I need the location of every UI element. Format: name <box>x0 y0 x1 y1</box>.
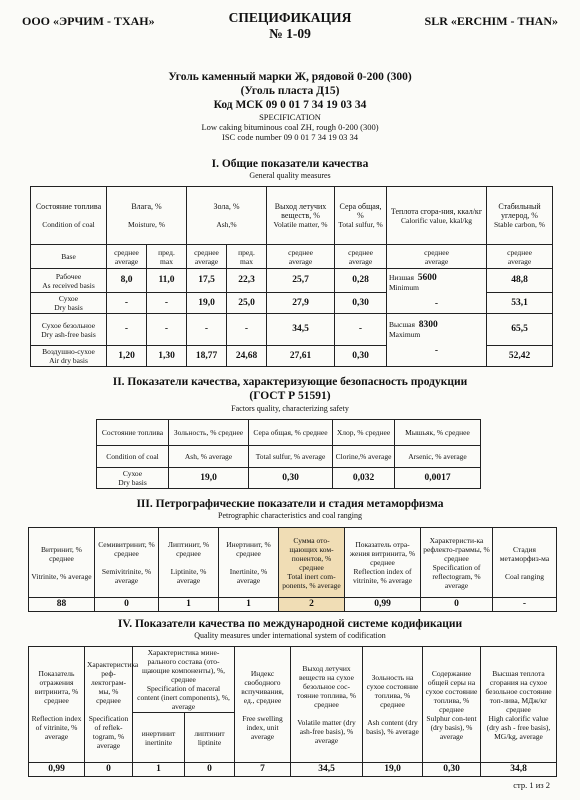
petro-header: Стадия метаморфиз-ма Coal ranging <box>493 528 557 598</box>
moisture-max-header: пред. max <box>147 245 187 269</box>
ash-max-header: пред. max <box>227 245 267 269</box>
intl-header-sulfur: Содержание общей серы на сухое состояние топлива, % среднее Sulphur con-tent (dry basis), % average <box>423 647 481 763</box>
cell: 52,42 <box>487 346 553 367</box>
cell: 27,61 <box>267 346 335 367</box>
petrographic-table <box>28 527 557 612</box>
cell: 24,68 <box>227 346 267 367</box>
product-block <box>0 70 580 142</box>
product-code: Код МСК 09 0 01 7 34 19 03 34 <box>213 99 367 111</box>
safety-header: Сера общая, % среднее <box>249 420 333 446</box>
cell: - <box>335 314 387 346</box>
cell: 27,9 <box>267 293 335 314</box>
header-calorific: Теплота сгора-ния, ккал/кг Calorific value, kkal/kg <box>387 187 487 245</box>
cell: 34,5 <box>291 763 363 777</box>
cell: 8,0 <box>107 269 147 293</box>
cell: 88 <box>29 598 95 612</box>
cell: 0,30 <box>335 346 387 367</box>
cell: 0 <box>95 598 159 612</box>
cell: 0 <box>421 598 493 612</box>
cell: 0,0017 <box>395 468 481 489</box>
cell: - <box>227 314 267 346</box>
cell: - <box>107 314 147 346</box>
volatile-avg-header: среднее average <box>267 245 335 269</box>
cell: 11,0 <box>147 269 187 293</box>
intl-header-ash: Зольность на сухое состояние топлива, % среднее Ash content (dry basis), % average <box>363 647 423 763</box>
cell: 0,30 <box>249 468 333 489</box>
table-row <box>31 314 553 346</box>
international-codification-table <box>28 646 557 777</box>
header-ash: Зола, % Ash,% <box>187 187 267 245</box>
cell: 0,99 <box>29 763 85 777</box>
cell: 65,5 <box>487 314 553 346</box>
intl-header-maceral: Характеристика мине-рального состава (ото-щающие компоненты), %, среднее Specification of maceral content (inert components), %, average <box>133 647 235 713</box>
intl-header-calorific: Высшая теплота сгорания на сухое безольное состояние топ-лива, МДж/кг среднее High calorific value (dry ash - free basis), MG/kg, average <box>481 647 557 763</box>
safety-header: Зольность, % среднее <box>169 420 249 446</box>
petro-header: Инертинит, % среднее Inertinite, % average <box>219 528 279 598</box>
cell: 0,30 <box>335 293 387 314</box>
cell: - <box>147 293 187 314</box>
header-state: Состояние топлива Condition of coal <box>31 187 107 245</box>
section4-subtitle: Quality measures under international system of codification <box>194 631 386 640</box>
safety-header: Мышьяк, % среднее <box>395 420 481 446</box>
safety-quality-table <box>96 419 481 489</box>
cell: 0 <box>85 763 133 777</box>
doc-number: № 1-09 <box>269 26 311 41</box>
safety-header: Состояние топлива <box>97 420 169 446</box>
section2-subtitle: Factors quality, characterizing safety <box>231 404 349 413</box>
intl-header-reflection: Показатель отражения витринита, % среднее Reflection index of vitrinite, % average <box>29 647 85 763</box>
intl-header-swelling: Индекс свободного вспучивания, ед., среднее Free swelling index, unit average <box>235 647 291 763</box>
cell: - <box>493 598 557 612</box>
petro-header: Сумма ото-щающих ком-понентов, % среднее Total inert com-ponents, % average <box>279 528 345 598</box>
cell: 19,0 <box>169 468 249 489</box>
row-label: Сухое Dry basis <box>97 468 169 489</box>
petro-header: Семивитринит, % среднее Semivitrinite, % average <box>95 528 159 598</box>
company-name-en: SLR «ERCHIM - THAN» <box>424 14 558 28</box>
section1-subtitle: General quality measures <box>249 171 331 180</box>
safety-header-en: Clorine,% average <box>333 446 395 468</box>
row-label: Воздушно-сухое Air dry basis <box>31 346 107 367</box>
cell: 0,032 <box>333 468 395 489</box>
cell: 25,0 <box>227 293 267 314</box>
header-sulfur: Сера общая, % Total sulfur, % <box>335 187 387 245</box>
safety-header-en: Condition of coal <box>97 446 169 468</box>
cell: 0,99 <box>345 598 421 612</box>
table-row <box>29 763 557 777</box>
section1-title: I. Общие показатели качества <box>211 158 369 170</box>
petro-header: Показатель отра-жения витринита, % среднее Reflection index of vitrinite, % average <box>345 528 421 598</box>
cell: - <box>147 314 187 346</box>
company-name-ru: ООО «ЭРЧИМ - ТХАН» <box>22 14 155 28</box>
page-number: стр. 1 из 2 <box>513 780 550 790</box>
cell: 18,77 <box>187 346 227 367</box>
product-code-en: ISC code number 09 0 01 7 34 19 03 34 <box>222 132 358 142</box>
cell: 1,20 <box>107 346 147 367</box>
row-label: Сухое безольное Dry ash-free basis <box>31 314 107 346</box>
table-row <box>31 269 553 293</box>
table-row <box>29 598 557 612</box>
cell: 0,30 <box>423 763 481 777</box>
header-basis: Base <box>31 245 107 269</box>
table-row <box>97 468 481 489</box>
ash-avg-header: среднее average <box>187 245 227 269</box>
cell: 48,8 <box>487 269 553 293</box>
cell: 1 <box>159 598 219 612</box>
product-name: Уголь каменный марки Ж, рядовой 0-200 (300) <box>168 71 412 83</box>
header-volatile: Выход летучих веществ, % Volatile matter, % <box>267 187 335 245</box>
safety-header: Хлор, % среднее <box>333 420 395 446</box>
cell: 2 <box>279 598 345 612</box>
safety-header-en: Arsenic, % average <box>395 446 481 468</box>
calorific-max-cell: Высшая 8300 Maximum - <box>387 314 487 367</box>
cell: 19,0 <box>187 293 227 314</box>
cell: - <box>107 293 147 314</box>
cell: 53,1 <box>487 293 553 314</box>
carbon-avg-header: среднее average <box>487 245 553 269</box>
calorific-avg-header: среднее average <box>387 245 487 269</box>
intl-header-liptinite: липтинит liptinite <box>185 713 235 763</box>
intl-header-inertinite: инертинит inertinite <box>133 713 185 763</box>
cell: 0 <box>185 763 235 777</box>
section2-title-gost: (ГОСТ Р 51591) <box>249 390 331 402</box>
cell: 25,7 <box>267 269 335 293</box>
section3-title: III. Петрографические показатели и стадия метаморфизма <box>136 498 444 510</box>
general-quality-table <box>30 186 553 367</box>
sulfur-avg-header: среднее average <box>335 245 387 269</box>
row-label: Сухое Dry basis <box>31 293 107 314</box>
cell: 0,28 <box>335 269 387 293</box>
product-name-en: Low caking bituminous coal ZH, rough 0-200 (300) <box>201 122 379 132</box>
cell: 19,0 <box>363 763 423 777</box>
section2-title: II. Показатели качества, характеризующие безопасность продукции <box>112 376 468 388</box>
cell: - <box>187 314 227 346</box>
petro-header: Характеристи-ка рефлекто-граммы, % среднее Specification of reflectogram, % average <box>421 528 493 598</box>
cell: 22,3 <box>227 269 267 293</box>
safety-header-en: Ash, % average <box>169 446 249 468</box>
cell: 17,5 <box>187 269 227 293</box>
cell: 1,30 <box>147 346 187 367</box>
cell: 34,8 <box>481 763 557 777</box>
product-spec-en: SPECIFICATION <box>259 112 321 122</box>
header-carbon: Стабильный углерод, % Stable carbon, % <box>487 187 553 245</box>
cell: 1 <box>133 763 185 777</box>
row-label: Рабочее As received basis <box>31 269 107 293</box>
section3-subtitle: Petrographic characteristics and coal ranging <box>218 511 362 520</box>
intl-header-volatile: Выход летучих веществ на сухое безольное сос-тояние топлива, % среднее Volatile matter (dry ash-free basis), % average <box>291 647 363 763</box>
cell: 34,5 <box>267 314 335 346</box>
petro-header: Витринит, % среднее Vitrinite, % average <box>29 528 95 598</box>
cell: 7 <box>235 763 291 777</box>
moisture-avg-header: среднее average <box>107 245 147 269</box>
product-seam: (Уголь пласта Д15) <box>240 85 340 97</box>
cell: 1 <box>219 598 279 612</box>
doc-title-line1: СПЕЦИФИКАЦИЯ <box>228 10 352 25</box>
section4-title: IV. Показатели качества по международной системе кодификации <box>117 618 463 630</box>
header-moisture: Влага, % Moisture, % <box>107 187 187 245</box>
petro-header: Липтинит, % среднее Liptinite, % average <box>159 528 219 598</box>
safety-header-en: Total sulfur, % average <box>249 446 333 468</box>
calorific-min-cell: Низшая 5600 Minimum - <box>387 269 487 314</box>
intl-header-reflectogram: Характеристика реф-лектограм-мы, % среднее Specification of reflek-togram, % average <box>85 647 133 763</box>
